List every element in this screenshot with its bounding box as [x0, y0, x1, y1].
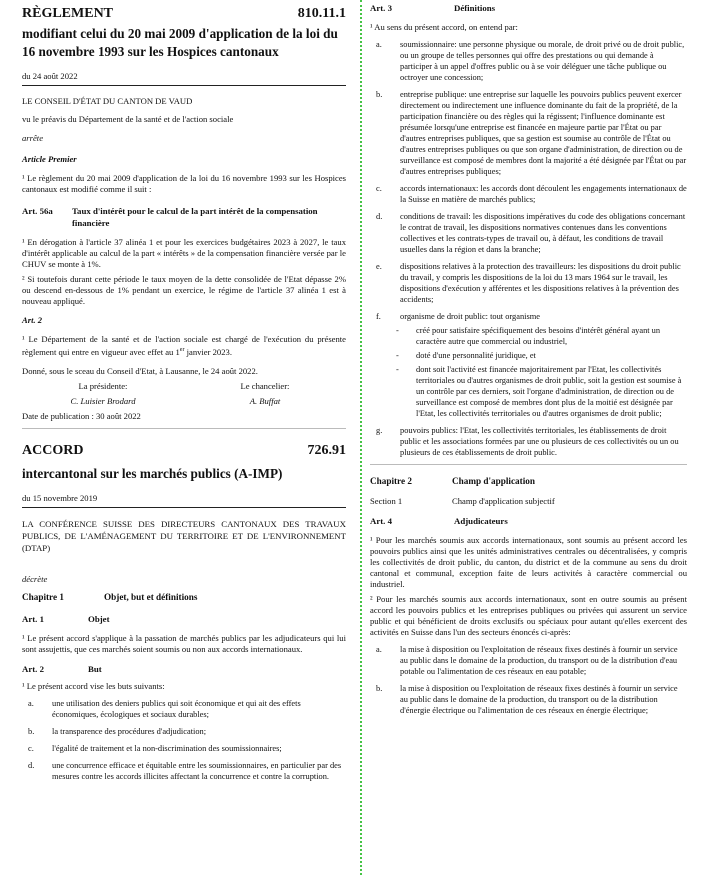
accord-title: intercantonal sur les marchés publics (A-IMP) — [22, 465, 283, 481]
art-3-f-subitems — [370, 325, 687, 419]
list-item-key: d. — [28, 760, 35, 770]
accord-art-1-heading — [22, 613, 346, 625]
list-item — [370, 644, 687, 677]
article-premier-heading: Article Premier — [22, 154, 77, 164]
list-item-text: une concurrence efficace et équitable entre les soumissionnaires, en particulier par des mesures contre les accords illicites affectant la concurrence et contre la corruption. — [52, 760, 342, 781]
art-4-heading — [370, 515, 687, 527]
council-heading: LE CONSEIL D'ÉTAT DU CANTON DE VAUD — [22, 96, 193, 106]
signature-names — [22, 396, 346, 407]
art-56a-number: Art. 56a — [22, 206, 53, 216]
accord-date: du 15 novembre 2019 — [22, 493, 346, 508]
left-column — [0, 0, 356, 875]
list-item-key: - — [396, 351, 399, 360]
vu-text: vu le préavis du Département de la santé et de l'action sociale — [22, 114, 234, 124]
accord-header — [22, 443, 346, 459]
list-item — [370, 425, 687, 458]
art-3-list — [370, 39, 687, 322]
list-item-text: organisme de droit public: tout organisme — [400, 312, 540, 321]
list-item-key: b. — [28, 726, 35, 736]
list-item-key: b. — [376, 684, 383, 693]
list-item-text: une utilisation des deniers publics qui soit économique et qui ait des effets économiques, écologiques et sociaux durables; — [52, 698, 301, 719]
list-item — [370, 364, 687, 419]
arrete-text: arrête — [22, 133, 44, 143]
list-item-key: - — [396, 326, 399, 335]
list-item-key: c. — [376, 184, 382, 193]
art-3-intro: ¹ Au sens du présent accord, on entend par: — [370, 22, 518, 32]
section-1-number: Section 1 — [370, 496, 403, 506]
accord-art-2-list — [22, 698, 346, 782]
list-item — [370, 350, 687, 361]
art-4-title: Adjudicateurs — [454, 516, 508, 526]
donne-text: Donné, sous le sceau du Conseil d'Etat, à Lausanne, le 24 août 2022. — [22, 365, 258, 376]
accord-art-2-title: But — [88, 663, 102, 674]
reglement-number: 810.11.1 — [297, 6, 346, 21]
list-item — [22, 726, 346, 737]
signature-labels — [22, 381, 346, 392]
list-item — [370, 311, 687, 322]
list-item-text: accords internationaux: les accords dont découlent les engagements internationaux de la Suisse en matière de marchés publics; — [400, 184, 687, 204]
art-2-heading: Art. 2 — [22, 315, 43, 325]
chapter-1-heading — [22, 591, 346, 603]
list-item-key: g. — [376, 426, 383, 435]
section-1-heading — [370, 495, 687, 507]
art-4-number: Art. 4 — [370, 516, 392, 526]
reglement-header — [22, 6, 346, 22]
art-56a-heading — [22, 205, 346, 229]
list-item — [22, 698, 346, 720]
list-item-key: - — [396, 365, 399, 374]
art-3-title: Définitions — [454, 3, 496, 13]
art-56a-paragraph-2: ² Si toutefois durant cette période le taux moyen de la dette consolidée de l'Etat dépasse 2% ou descend en-dessous de 1% pendant un exercice, le régime de l'article 37 alinéa 1 est à nouveau appliqué. — [22, 274, 346, 306]
list-item-text: soumissionnaire: une personne physique ou morale, de droit privé ou de droit public, ou un groupe de telles personnes qui offre des prestations ou qui demande à participer à un appel d'offres public ou à se voir déléguer une tâche publique ou octroyer une concession; — [400, 40, 685, 82]
chapter-2-heading — [370, 475, 687, 487]
list-item-key: d. — [376, 212, 383, 221]
list-item-text: dont soit l'activité est financée majoritairement par l'Etat, les collectivités territoriales ou d'autres organismes de droit public, soit la gestion est soumise à un contrôle par ces derniers, soit l'organe d'administration, de direction ou de surveillance est composé de membres dont plus de la moitié est désignée par l'Etat, les collectivités territoriales ou d'autres organismes de droit public; — [416, 365, 682, 418]
chapter-1-title: Objet, but et définitions — [104, 591, 198, 602]
reglement-label: RÈGLEMENT — [22, 6, 114, 21]
list-item-text: la mise à disposition ou l'exploitation de réseaux fixes destinés à fournir un service au public dans le domaine de la production, du transport ou de la distribution d'énergie électrique ou l'alimentation de ces réseaux en énergie électrique; — [400, 684, 678, 715]
art-4-paragraph-2: ² Pour les marchés soumis aux accords internationaux, sont en outre soumis au présent accord les pouvoirs publics et les entreprises publiques ou privées qui assurent un service public et qui bénéficient de droits exclusifs ou spéciaux pour autant qu'elles exercent des activités en Suisse dans l'un des secteurs énoncés ci-après: — [370, 594, 687, 637]
chancelier-name: A. Buffat — [249, 395, 281, 406]
right-column — [368, 0, 713, 875]
art-3-heading — [370, 2, 687, 14]
accord-art-2-intro: ¹ Le présent accord vise les buts suivants: — [22, 680, 165, 691]
accord-art-2-number: Art. 2 — [22, 663, 44, 674]
list-item-text: conditions de travail: les dispositions impératives du code des obligations concernant le contrat de travail, les dispositions normatives contenues dans les conventions collectives et les contrats-types de travail ou, à défaut, les conditions de travail usuelles dans la région et dans la branche; — [400, 212, 686, 254]
art-4-paragraph-1: ¹ Pour les marchés soumis aux accords internationaux, sont soumis au présent accord les pouvoirs publics ainsi que les unités administratives centrales ou décentralisées, y compris les collectivités de droit public, du canton, du district et de la commune au sens du droit cantonal et communal, exception faite de leurs activités à caractère commercial ou industriel. — [370, 535, 687, 589]
accord-number: 726.91 — [307, 442, 346, 458]
list-item-text: la transparence des procédures d'adjudication; — [52, 726, 207, 736]
list-item — [370, 683, 687, 716]
presidente-name: C. Luisier Brodard — [70, 395, 136, 406]
list-item — [370, 211, 687, 255]
art-3-g-block — [370, 425, 687, 465]
chancelier-label: Le chancelier: — [240, 380, 290, 391]
accord-art-1-title: Objet — [88, 613, 110, 624]
art-2-text: ¹ Le Département de la santé et de l'action sociale est chargé de l'exécution du présente règlement qui entre en vigueur avec effet au 1er janvier 2023. — [22, 334, 346, 357]
section-1-title: Champ d'application subjectif — [452, 496, 555, 506]
decrete-text: décrète — [22, 573, 48, 584]
reglement-title: modifiant celui du 20 mai 2009 d'application de la loi du 16 novembre 1993 sur les Hospices cantonaux — [22, 26, 338, 59]
list-item — [370, 39, 687, 83]
accord-art-1-number: Art. 1 — [22, 613, 44, 624]
list-item-text: doté d'une personnalité juridique, et — [416, 351, 536, 360]
list-item-key: f. — [376, 312, 381, 321]
accord-art-2-heading — [22, 663, 346, 675]
chapter-2-title: Champ d'application — [452, 476, 535, 486]
conference-heading: LA CONFÉRENCE SUISSE DES DIRECTEURS CANTONAUX DES TRAVAUX PUBLICS, DE L'AMÉNAGEMENT DU TERRITOIRE ET DE L'ENVIRONNEMENT (DTAP) — [22, 518, 346, 553]
list-item-text: la mise à disposition ou l'exploitation de réseaux fixes destinés à fournir un service au public dans le domaine de la production, du transport ou de la distribution d'eau potable ou l'alimentation de ces réseaux en eau potable; — [400, 645, 678, 676]
art-3-number: Art. 3 — [370, 3, 392, 13]
list-item — [370, 183, 687, 205]
reglement-date: du 24 août 2022 — [22, 71, 346, 86]
presidente-label: La présidente: — [78, 380, 128, 391]
list-item-text: dispositions relatives à la protection des travailleurs: les dispositions du droit public du travail, y compris les dispositions de la loi du 13 mars 1964 sur le travail, les dispositions d'exécution y afférentes et les dispositions relatives à la prévention des accidents; — [400, 262, 681, 304]
list-item-text: l'égalité de traitement et la non-discrimination des soumissionnaires; — [52, 743, 282, 753]
art-4-list — [370, 644, 687, 716]
list-item — [370, 261, 687, 305]
list-item — [370, 89, 687, 177]
list-item-text: pouvoirs publics: l'Etat, les collectivités territoriales, les établissements de droit public et les associations formées par une ou plusieurs de ces collectivités ou un ou plusieurs de ces établissements de droit public. — [400, 426, 679, 457]
list-item-text: créé pour satisfaire spécifiquement des besoins d'intérêt général ayant un caractère autre que commercial ou industriel, — [416, 326, 661, 346]
list-item-text: entreprise publique: une entreprise sur laquelle les pouvoirs publics peuvent exercer directement ou indirectement une influence dominante du fait de la propriété, de la participation financière ou des règles qui la régissent; l'influence dominante est présumée lorsqu'une entreprise est financée en majeure partie par l'État ou par d'autres entreprises publiques, que sa gestion est soumise au contrôle de l'État ou d'autres entreprises publiques ou que son organe d'administration, de direction ou de surveillance est composé de membres dont la majorité a été désignée par l'État ou par d'autres entreprises publiques; — [400, 90, 687, 176]
chapter-1-number: Chapitre 1 — [22, 591, 64, 602]
list-item — [22, 760, 346, 782]
list-item-key: a. — [376, 645, 382, 654]
list-item-key: a. — [376, 40, 382, 49]
list-item — [22, 743, 346, 754]
chapter-2-number: Chapitre 2 — [370, 476, 412, 486]
art-56a-title: Taux d'intérêt pour le calcul de la part intérêt de la compensation financière — [72, 206, 318, 228]
list-item — [370, 325, 687, 347]
column-divider — [360, 0, 362, 875]
art-56a-paragraph-1: ¹ En dérogation à l'article 37 alinéa 1 et pour les exercices budgétaires 2023 à 2027, le taux d'intérêt applicable au calcul de la part « intérêts » de la compensation financière versée par le CHUV se monte à 1%. — [22, 237, 346, 269]
publication-date: Date de publication : 30 août 2022 — [22, 411, 346, 429]
list-item-key: a. — [28, 698, 34, 708]
article-premier-text: ¹ Le règlement du 20 mai 2009 d'application de la loi du 16 novembre 1993 sur les Hospices cantonaux est modifié comme il suit : — [22, 173, 346, 194]
list-item-key: b. — [376, 90, 383, 99]
list-item-key: e. — [376, 262, 382, 271]
accord-label: ACCORD — [22, 442, 84, 458]
accord-art-1-text: ¹ Le présent accord s'applique à la passation de marchés publics par les adjudicateurs qui lui sont assujettis, que ces marchés soient soumis ou non aux accords internationaux. — [22, 632, 346, 654]
list-item-key: c. — [28, 743, 34, 753]
